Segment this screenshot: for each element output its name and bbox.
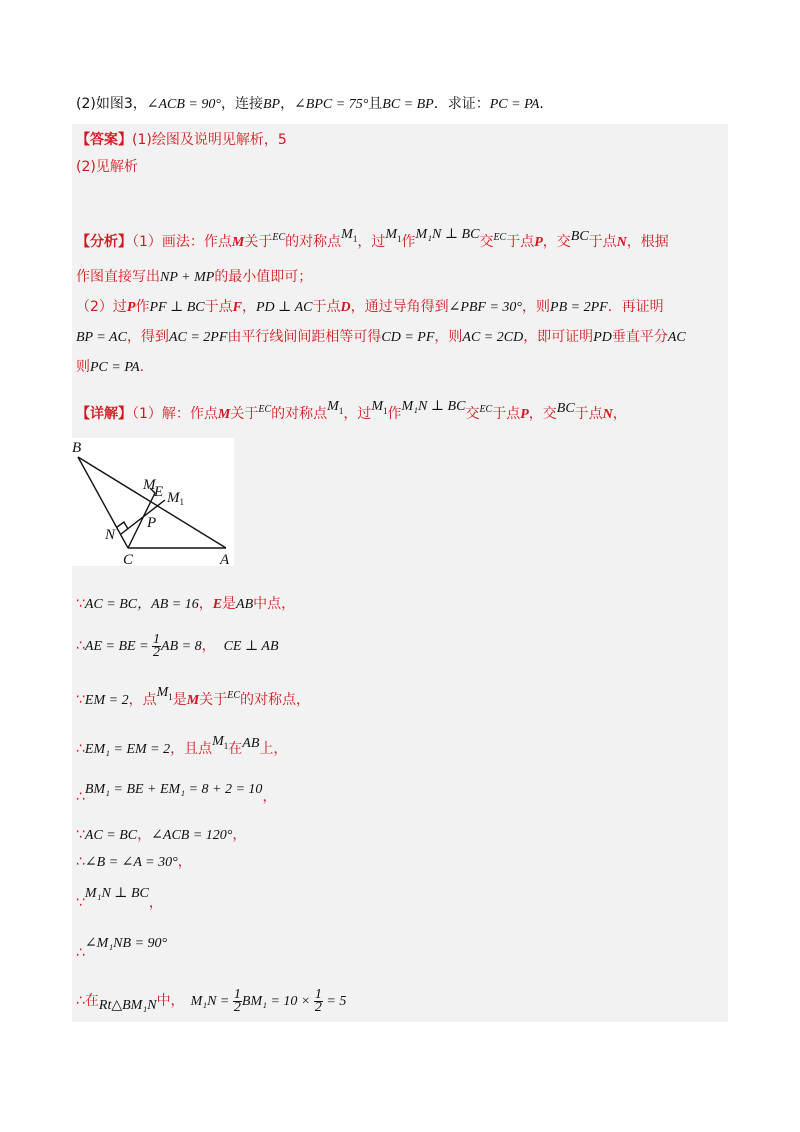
step-7: ∴∠B = ∠A = 30°， [76,854,192,870]
analysis-line-1: 【分析】（1）画法：作点M关于$^{EC}$的对称点$M_1$，过$M_1$作M₁N ⊥ BC交$^{EC}$于点P，交BC于点N，根据 [76,227,669,250]
step-8: ∵M₁N ⊥ BC， [76,886,163,911]
step-2: ∴AE = BE = $\frac{1}{2}$ AB = 8， CE ⊥ AB [76,631,279,660]
step-10: ∴在Rt△BM₁N中， M₁N = $\frac{1}{2}$ BM₁ = 10 × $\frac{1}{2}$ = 5 [76,986,347,1015]
detail-line: 【详解】（1）解：作点M关于$^{EC}$的对称点$M_1$，过$M_1$作M₁N ⊥ BC交$^{EC}$于点P，交BC于点N， [76,399,627,422]
figure-svg [72,438,234,566]
analysis-label: 【分析】 [76,234,132,250]
geometry-figure [72,438,234,566]
answer-line [76,131,287,149]
step-3: ∵EM = 2，点$M_1$是M关于$^{EC}$的对称点， [76,685,310,708]
label-p: P [147,515,157,531]
analysis-line-5: 则PC = PA. [76,359,145,375]
label-c: C [123,552,134,566]
answer-part2: (2)见解析 [76,159,138,175]
label-b: B [72,440,82,456]
answer-label: 【答案】 [76,132,132,148]
label-a: A [220,552,230,566]
question-line: (2)如图3，∠ACB = 90°，连接BP，∠BPC = 75°且BC = BP．求证：PC = PA. [76,96,544,112]
answer-part1: (1)绘图及说明见解析，5 [132,132,287,148]
label-n: N [105,527,116,543]
answer-band [72,124,728,1022]
analysis-line-4: BP = AC，得到AC = 2PF由平行线间间距相等可得CD = PF，则AC = 2CD，即可证明PD垂直平分AC [76,329,686,345]
label-e: E [154,484,164,500]
step-5: ∴BM₁ = BE + EM₁ = 8 + 2 = 10， [76,782,277,805]
right-angle-mark [117,522,128,529]
label-m: M [143,477,156,493]
analysis-line-3: （2）过P作PF ⊥ BC于点F，PD ⊥ AC于点D，通过导角得到∠PBF = 30°，则PB = 2PF．再证明 [76,299,664,315]
segment-ba [78,457,226,548]
step-6: ∵AC = BC，∠ACB = 120°， [76,827,247,843]
segment-bc [78,457,128,548]
label-m1: $M_1$ [167,490,184,507]
step-9: ∴∠M₁NB = 90° [76,936,168,961]
step-1: ∵AC = BC，AB = 16，E是AB中点， [76,596,296,612]
detail-label: 【详解】 [76,406,132,422]
analysis-line-2: 作图直接写出NP + MP的最小值即可； [76,269,313,285]
step-4: ∴EM₁ = EM = 2，且点$M_1$在AB上， [76,734,288,757]
